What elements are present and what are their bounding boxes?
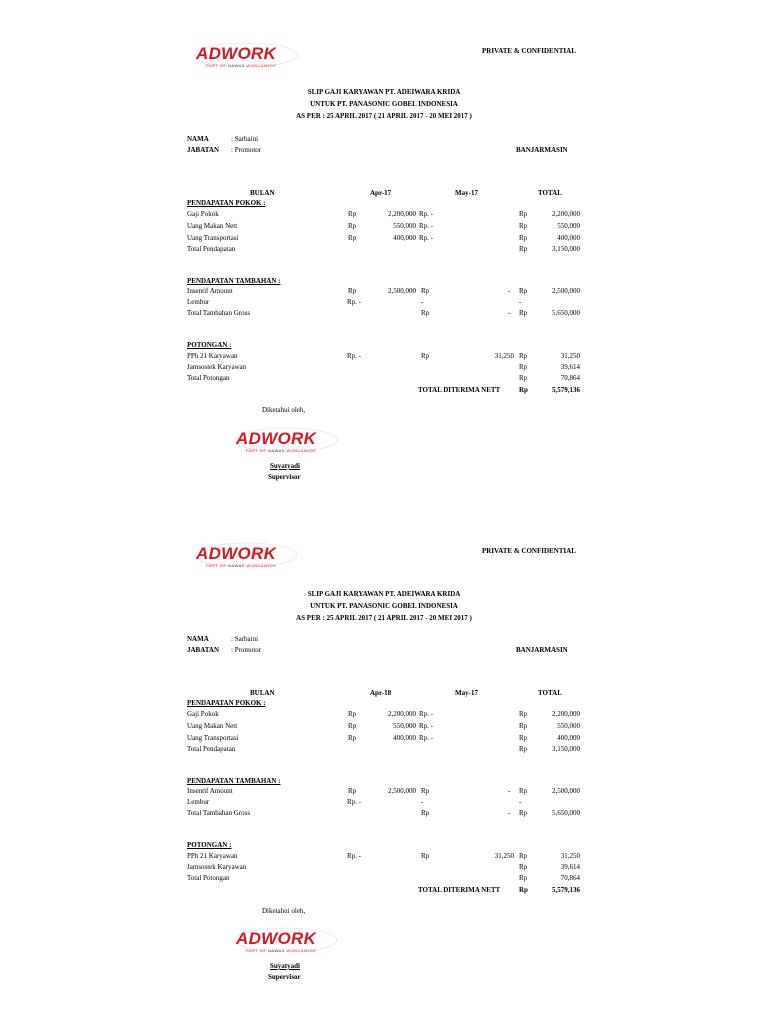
total-cell: 2,500,000 [552,787,580,795]
dash: - [421,298,424,306]
value-cell: 2,500,000 [388,287,416,295]
total-cell: 5,650,000 [552,309,580,317]
nama-label: NAMA [187,135,209,143]
jabatan-value: : Promotor [231,646,262,654]
rp-symbol: Rp [519,874,528,882]
jabatan-label: JABATAN [187,146,220,154]
rp-symbol: Rp [519,352,528,360]
diketahui-label: Diketahui oleh, [262,406,306,414]
rp-symbol: Rp [348,722,357,730]
rp-symbol: Rp [519,374,528,382]
rp-symbol: Rp [421,352,430,360]
dash: - [508,287,511,295]
title-line-3: AS PER : 25 APRIL 2017 ( 21 APRIL 2017 - 20 MEI 2017 ) [296,614,472,622]
row-label: Uang Makan Nett [187,222,238,230]
row-label: Total Potongan [187,874,230,882]
col-month-2: May-17 [455,189,478,197]
rp-symbol: Rp [519,245,528,253]
logo-tagline: PART OF HAWAS WORLDWIDE [246,948,317,953]
row-label: Insentif Amount [187,287,233,295]
city: BANJARMASIN [516,146,568,154]
row-label: PPh 21 Karyawan [187,352,238,360]
dash: - [519,298,522,306]
total-cell: 2,500,000 [552,287,580,295]
rp-dash: Rp. - [419,210,433,218]
total-cell: 550,000 [557,222,580,230]
total-cell: 400,000 [557,734,580,742]
dash: - [508,309,511,317]
adwork-logo [232,425,342,455]
diketahui-label: Diketahui oleh, [262,907,306,915]
rp-symbol: Rp [519,234,528,242]
dash: - [508,787,511,795]
section-pendapatan-tambahan: PENDAPATAN TAMBAHAN : [187,777,281,785]
row-label: Lembur [187,798,210,806]
private-label: PRIVATE & CONFIDENTIAL [482,47,576,55]
total-cell: 39,614 [560,863,580,871]
total-cell: 3,150,000 [552,745,580,753]
rp-symbol: Rp [421,309,430,317]
value-cell: 31,250 [494,852,514,860]
rp-symbol: Rp [519,287,528,295]
total-nett-label: TOTAL DITERIMA NETT [418,386,501,394]
row-label: Uang Transportasi [187,234,239,242]
col-bulan: BULAN [250,189,275,197]
rp-symbol: Rp [348,234,357,242]
rp-symbol: Rp [519,210,528,218]
signer-name: Suyatyadi [270,962,300,970]
rp-symbol: Rp [519,886,528,894]
rp-dash: Rp. - [347,352,361,360]
logo-wordmark: ADWORK [236,929,317,948]
col-month-2: May-17 [455,689,478,697]
section-potongan: POTONGAN : [187,841,232,849]
title-line-2: UNTUK PT. PANASONIC GOBEL INDONESIA [310,100,458,108]
total-cell: 70,864 [560,874,580,882]
row-label: Insentif Amount [187,787,233,795]
value-cell: 31,250 [494,352,514,360]
nama-label: NAMA [187,635,209,643]
value-cell: 400,000 [393,734,416,742]
value-cell: 2,200,000 [388,210,416,218]
row-label: Uang Makan Nett [187,722,238,730]
rp-symbol: Rp [519,734,528,742]
rp-dash: Rp. - [419,234,433,242]
rp-dash: Rp. - [419,734,433,742]
rp-symbol: Rp [348,787,357,795]
row-label: Lembur [187,298,210,306]
row-label: Total Pendapatan [187,245,236,253]
logo-tagline: PART OF HAWAS WORLDWIDE [206,63,277,68]
signer-title: Supervisor [268,973,301,981]
rp-symbol: Rp [519,363,528,371]
col-total: TOTAL [538,689,562,697]
logo-wordmark: ADWORK [196,544,277,563]
signer-title: Supervisor [268,473,301,481]
rp-dash: Rp. - [347,798,361,806]
rp-symbol: Rp [519,722,528,730]
signer-name: Suyatyadi [270,462,300,470]
total-cell: 31,250 [560,852,580,860]
total-nett-value: 5,579,136 [552,386,580,394]
total-cell: 31,250 [560,352,580,360]
logo-wordmark: ADWORK [196,44,277,63]
rp-dash: Rp. - [419,222,433,230]
adwork-logo [192,540,302,570]
title-line-3: AS PER : 25 APRIL 2017 ( 21 APRIL 2017 - 20 MEI 2017 ) [296,112,472,120]
rp-dash: Rp. - [419,722,433,730]
total-cell: 550,000 [557,722,580,730]
section-potongan: POTONGAN : [187,341,232,349]
rp-symbol: Rp [519,852,528,860]
adwork-logo [232,925,342,955]
payslip-1 [0,0,768,500]
rp-symbol: Rp [348,734,357,742]
row-label: Jamsostek Karyawan [187,863,247,871]
row-label: PPh 21 Karyawan [187,852,238,860]
col-bulan: BULAN [250,689,275,697]
dash: - [508,809,511,817]
row-label: Uang Transportasi [187,734,239,742]
col-month-1: Apr-18 [370,689,392,697]
rp-symbol: Rp [348,287,357,295]
nama-value: : Sarbaini [231,635,259,643]
dash: - [421,798,424,806]
rp-dash: Rp. - [347,298,361,306]
total-cell: 3,150,000 [552,245,580,253]
logo-tagline: PART OF HAWAS WORLDWIDE [206,563,277,568]
rp-symbol: Rp [421,809,430,817]
rp-symbol: Rp [519,710,528,718]
rp-symbol: Rp [519,787,528,795]
total-nett-label: TOTAL DITERIMA NETT [418,886,501,894]
jabatan-label: JABATAN [187,646,220,654]
value-cell: 550,000 [393,722,416,730]
rp-symbol: Rp [519,745,528,753]
col-total: TOTAL [538,189,562,197]
title-line-1: SLIP GAJI KARYAWAN PT. ADEIWARA KRIDA [307,590,461,598]
rp-symbol: Rp [519,386,528,394]
logo-wordmark: ADWORK [236,429,317,448]
rp-symbol: Rp [519,863,528,871]
row-label: Total Tambahan Gross [187,309,251,317]
adwork-logo [192,40,302,70]
total-cell: 70,864 [560,374,580,382]
total-cell: 39,614 [560,363,580,371]
total-cell: 400,000 [557,234,580,242]
rp-dash: Rp. - [419,710,433,718]
title-line-1: SLIP GAJI KARYAWAN PT. ADEIWARA KRIDA [307,88,461,96]
title-line-2: UNTUK PT. PANASONIC GOBEL INDONESIA [310,602,458,610]
col-month-1: Apr-17 [370,189,392,197]
rp-symbol: Rp [421,852,430,860]
dash: - [519,798,522,806]
rp-symbol: Rp [421,787,430,795]
logo-tagline: PART OF HAWAS WORLDWIDE [246,448,317,453]
total-cell: 5,650,000 [552,809,580,817]
rp-symbol: Rp [348,222,357,230]
section-pendapatan-pokok: PENDAPATAN POKOK : [187,699,266,707]
rp-symbol: Rp [519,309,528,317]
section-pendapatan-tambahan: PENDAPATAN TAMBAHAN : [187,277,281,285]
value-cell: 2,500,000 [388,787,416,795]
payslip-2 [0,500,768,1000]
value-cell: 400,000 [393,234,416,242]
rp-symbol: Rp [421,287,430,295]
rp-symbol: Rp [519,222,528,230]
value-cell: 2,200,000 [388,710,416,718]
section-pendapatan-pokok: PENDAPATAN POKOK : [187,199,266,207]
jabatan-value: : Promotor [231,146,262,154]
row-label: Jamsostek Karyawan [187,363,247,371]
value-cell: 550,000 [393,222,416,230]
total-cell: 2,200,000 [552,210,580,218]
city: BANJARMASIN [516,646,568,654]
row-label: Gaji Pokok [187,710,219,718]
row-label: Total Pendapatan [187,745,236,753]
total-nett-value: 5,579,136 [552,886,580,894]
nama-value: : Sarbaini [231,135,259,143]
row-label: Total Potongan [187,374,230,382]
rp-symbol: Rp [519,809,528,817]
rp-symbol: Rp [348,210,357,218]
row-label: Gaji Pokok [187,210,219,218]
row-label: Total Tambahan Gross [187,809,251,817]
total-cell: 2,200,000 [552,710,580,718]
rp-symbol: Rp [348,710,357,718]
rp-dash: Rp. - [347,852,361,860]
private-label: PRIVATE & CONFIDENTIAL [482,547,576,555]
